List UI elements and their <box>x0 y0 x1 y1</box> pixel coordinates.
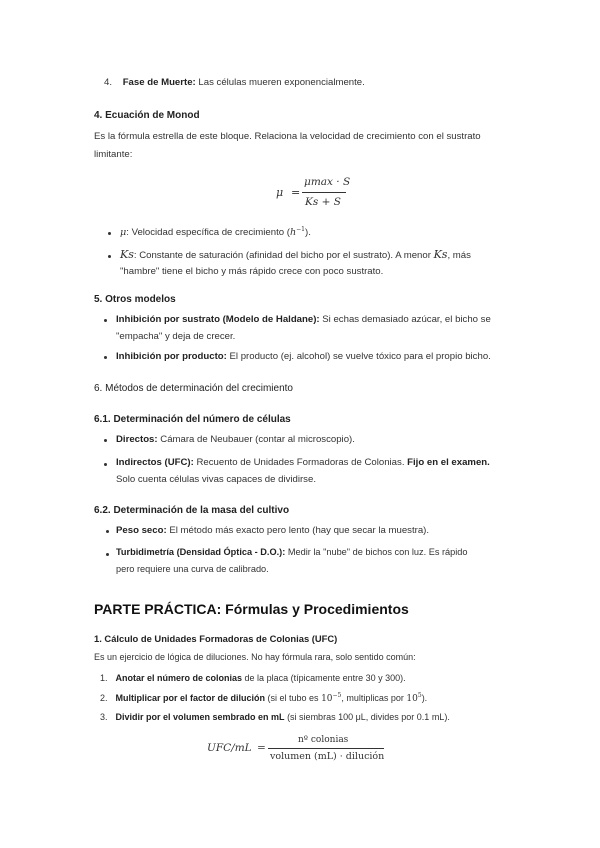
turbidimetria-label: Turbidimetría (Densidad Óptica - D.O.): <box>116 547 286 557</box>
ufc-eq-equals: = <box>257 742 266 754</box>
celulas-bullet-directos <box>116 434 355 445</box>
ufc-eq-denominator: volumen (mL) · dilución <box>270 751 385 762</box>
masa-bullet-peso-seco <box>116 525 429 536</box>
practica-title: PARTE PRÁCTICA: Fórmulas y Procedimientos <box>94 601 409 617</box>
step-2-text: (si el tubo es <box>265 693 322 703</box>
masa-bullet-turbidimetria-line2: pero requiere una curva de calibrado. <box>116 564 269 574</box>
bullet-dot <box>104 356 107 359</box>
step-number: 2. <box>100 693 108 703</box>
step-2-exponent-2: 5 <box>417 692 422 699</box>
monod-bullet-ks-line2: "hambre" tiene el bicho y más rápido crece con poco sustrato. <box>120 266 384 277</box>
bullet-dot <box>104 319 107 322</box>
turbidimetria-text: Medir la "nube" de bichos con luz. Es rápido <box>285 547 468 557</box>
step-2-exponent: −5 <box>332 692 342 699</box>
ks-symbol-inline: Ks <box>433 248 448 261</box>
ufc-eq-lhs: UFC/mL <box>207 742 252 754</box>
mu-unit-exponent: −1 <box>296 226 306 233</box>
bullet-dot <box>106 530 109 533</box>
ufc-step-1 <box>100 673 406 683</box>
fase-muerte-number: 4. <box>104 77 113 88</box>
ufc-step-3 <box>100 712 450 722</box>
step-1-label: Anotar el número de colonias <box>115 673 243 683</box>
directos-text: Cámara de Neubauer (contar al microscopio). <box>157 434 355 445</box>
step-2-close: ). <box>421 693 428 703</box>
monod-eq-numerator: μmax · S <box>304 176 351 188</box>
step-2-base-2: 10 <box>406 694 418 704</box>
step-number: 3. <box>100 712 108 722</box>
mu-description: : Velocidad específica de crecimiento ( <box>126 227 290 239</box>
monod-eq-lhs: μ <box>276 186 284 199</box>
monod-eq-denominator: Ks + S <box>305 196 341 208</box>
fase-muerte-label: Fase de Muerte: <box>122 77 196 88</box>
step-number: 1. <box>100 673 108 683</box>
peso-seco-label: Peso seco: <box>116 525 167 536</box>
producto-text: El producto (ej. alcohol) se vuelve tóxico para el propio bicho. <box>226 351 491 362</box>
mu-symbol: μ <box>120 227 127 239</box>
masa-bullet-turbidimetria <box>116 547 468 557</box>
indirectos-label: Indirectos (UFC): <box>116 457 194 468</box>
bullet-dot <box>108 255 111 258</box>
fase-muerte-item <box>104 77 365 88</box>
step-3-text: (si siembras 100 μL, divides por 0.1 mL). <box>284 712 450 722</box>
step-2-base: 10 <box>321 694 333 704</box>
monod-intro-line2: limitante: <box>94 149 133 160</box>
otros-bullet-haldane-line2: "empacha" y deja de crecer. <box>116 331 236 342</box>
ks-symbol: Ks <box>120 248 134 261</box>
celulas-bullet-indirectos-line2: Solo cuenta células vivas capaces de dividirse. <box>116 474 316 485</box>
monod-fraction-bar <box>302 192 346 193</box>
haldane-text: Si echas demasiado azúcar, el bicho se <box>319 314 491 325</box>
ks-description-end: , más <box>447 250 471 261</box>
ufc-heading: 1. Cálculo de Unidades Formadoras de Colonias (UFC) <box>94 633 338 644</box>
monod-intro-line1: Es la fórmula estrella de este bloque. Relaciona la velocidad de crecimiento con el sustrato <box>94 131 481 142</box>
producto-label: Inhibición por producto: <box>116 351 227 362</box>
celulas-bullet-indirectos <box>116 457 490 468</box>
otros-bullet-producto <box>116 351 491 362</box>
monod-eq-equals: = <box>291 186 301 199</box>
ks-description: : Constante de saturación (afinidad del bicho por el sustrato). A menor <box>133 250 434 261</box>
peso-seco-text: El método más exacto pero lento (hay que secar la muestra). <box>166 525 430 536</box>
otros-heading: 5. Otros modelos <box>94 294 176 305</box>
fijo-examen-text: Fijo en el examen. <box>407 457 490 468</box>
ufc-eq-numerator: nº colonias <box>298 735 349 745</box>
ufc-step-2 <box>100 692 427 704</box>
step-2-text-b: , multiplicas por <box>341 693 407 703</box>
monod-bullet-mu <box>120 226 311 238</box>
directos-label: Directos: <box>116 434 158 445</box>
step-2-label: Multiplicar por el factor de dilución <box>115 693 266 703</box>
mu-close: ). <box>305 227 311 239</box>
haldane-label: Inhibición por sustrato (Modelo de Haldane): <box>116 314 320 325</box>
step-3-label: Dividir por el volumen sembrado en mL <box>115 712 285 722</box>
monod-bullet-ks <box>120 248 471 261</box>
ufc-fraction-bar <box>268 748 384 749</box>
metodos-heading: 6. Métodos de determinación del crecimiento <box>94 383 293 394</box>
step-1-text: de la placa (típicamente entre 30 y 300). <box>242 673 406 683</box>
ufc-intro: Es un ejercicio de lógica de diluciones. No hay fórmula rara, solo sentido común: <box>94 652 416 662</box>
bullet-dot <box>108 232 111 235</box>
bullet-dot <box>104 463 107 466</box>
bullet-dot <box>104 439 107 442</box>
monod-heading: 4. Ecuación de Monod <box>94 110 200 121</box>
fase-muerte-text: Las células mueren exponencialmente. <box>195 77 365 88</box>
masa-heading: 6.2. Determinación de la masa del cultivo <box>94 505 290 516</box>
indirectos-text: Recuento de Unidades Formadoras de Colonias. <box>193 457 408 468</box>
celulas-heading: 6.1. Determinación del número de células <box>94 414 291 425</box>
mu-unit: h <box>289 227 297 239</box>
otros-bullet-haldane <box>116 314 491 325</box>
bullet-dot <box>106 553 109 556</box>
